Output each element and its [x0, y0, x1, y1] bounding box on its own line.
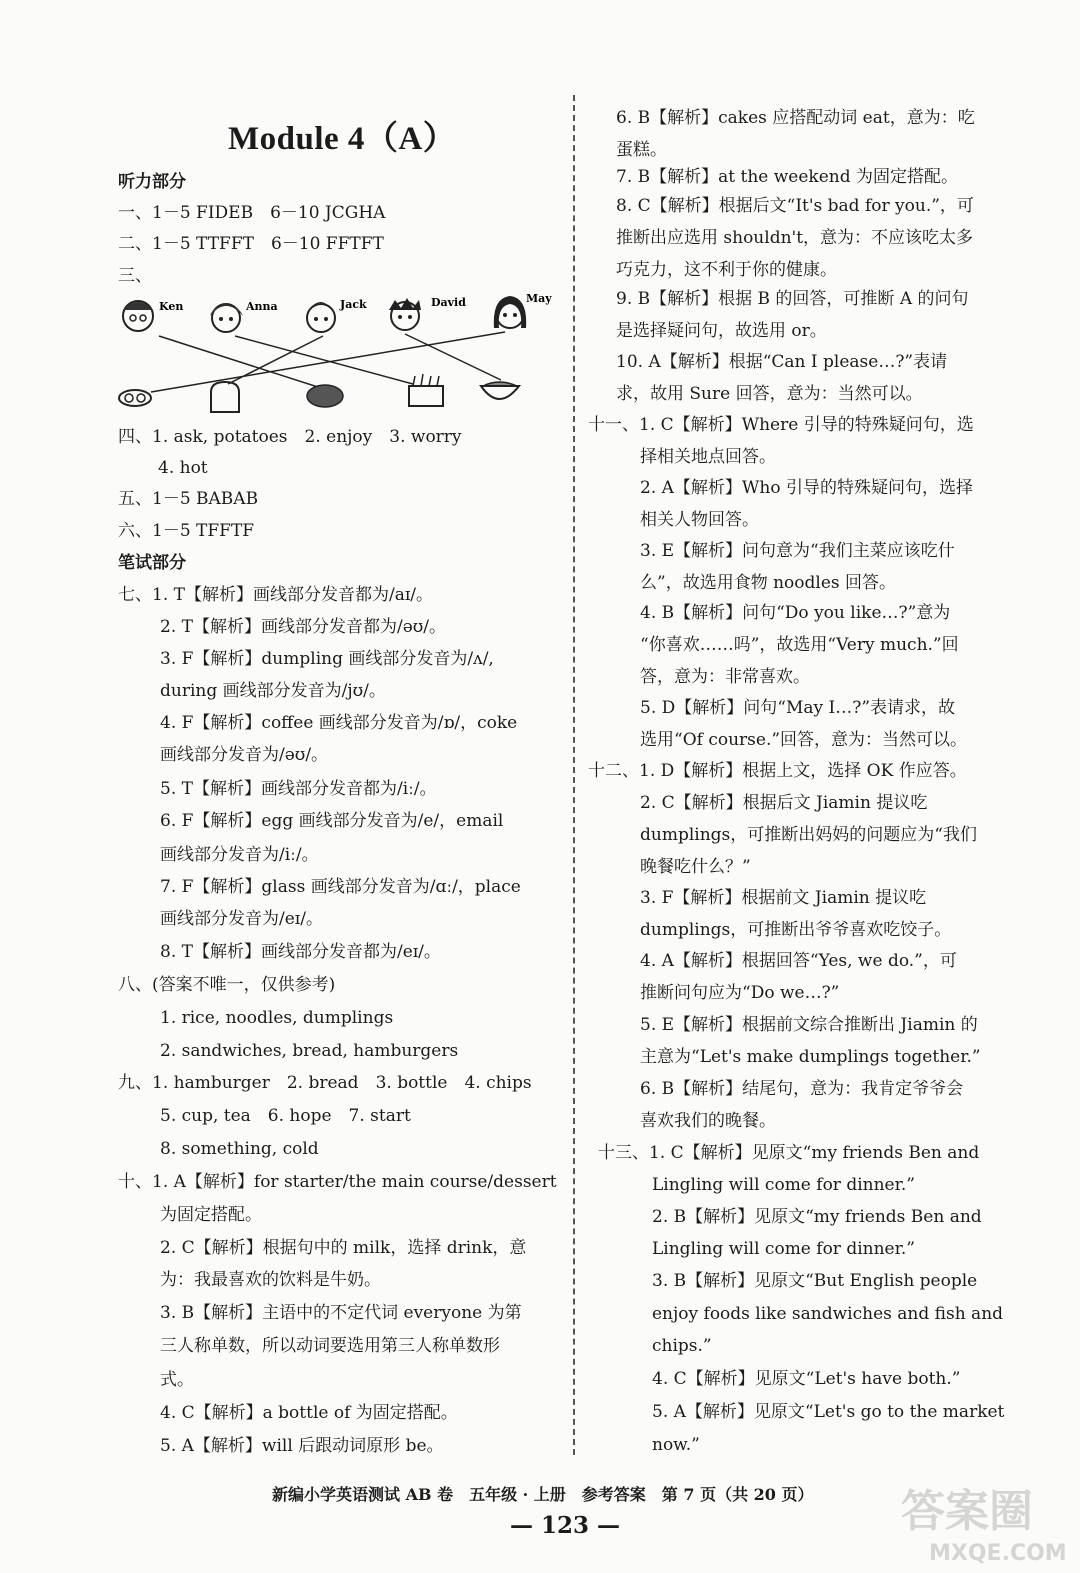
answer-line: 3. F【解析】根据前文 Jiamin 提议吃 — [640, 888, 927, 908]
name-label: Anna — [246, 300, 278, 313]
answer-line: 十三、1. C【解析】见原文“my friends Ben and — [598, 1143, 980, 1163]
answer-line: 三、 — [118, 266, 152, 286]
answer-line: 选用“Of course.”回答，意为：当然可以。 — [640, 730, 968, 750]
answer-line: 推断出应选用 shouldn't，意为：不应该吃太多 — [616, 228, 974, 248]
column-divider — [573, 95, 575, 1455]
page-number: — 123 — — [510, 1512, 621, 1539]
answer-line: 3. B【解析】见原文“But English people — [652, 1271, 978, 1291]
answer-line: 4. F【解析】coffee 画线部分发音为/ɒ/，coke — [160, 713, 518, 733]
name-label: May — [526, 292, 552, 305]
answer-line: 5. A【解析】will 后跟动词原形 be。 — [160, 1436, 444, 1456]
answer-line: 一、1－5 FIDEB 6－10 JCGHA — [118, 203, 386, 223]
answer-line: 5. D【解析】问句“May I…?”表请求，故 — [640, 698, 956, 718]
answer-line: chips.” — [652, 1336, 712, 1356]
answer-line: 巧克力，这不利于你的健康。 — [616, 260, 837, 280]
answer-line: 9. B【解析】根据 B 的回答，可推断 A 的问句 — [616, 289, 969, 309]
answer-line: 相关人物回答。 — [640, 510, 759, 530]
answer-line: 2. C【解析】根据后文 Jiamin 提议吃 — [640, 793, 928, 813]
answer-line: 5. cup, tea 6. hope 7. start — [160, 1106, 411, 1126]
answer-line: 晚餐吃什么？” — [640, 857, 751, 877]
answer-line: 7. F【解析】glass 画线部分发音为/ɑː/，place — [160, 877, 521, 897]
potato-icon — [307, 385, 343, 407]
answer-line: 6. B【解析】结尾句，意为：我肯定爷爷会 — [640, 1079, 964, 1099]
answer-line: 3. F【解析】dumpling 画线部分发音为/ʌ/, — [160, 649, 494, 669]
answer-line: 十二、1. D【解析】根据上文，选择 OK 作应答。 — [588, 761, 967, 781]
answer-line: 十、1. A【解析】for starter/the main course/dessert — [118, 1172, 557, 1192]
answer-line: 主意为“Let's make dumplings together.” — [640, 1047, 981, 1067]
answer-line: 4. C【解析】a bottle of 为固定搭配。 — [160, 1403, 458, 1423]
answer-line: 7. B【解析】at the weekend 为固定搭配。 — [616, 167, 959, 187]
answer-line: 听力部分 — [118, 172, 186, 192]
answer-line: 四、1. ask, potatoes 2. enjoy 3. worry — [118, 427, 462, 447]
anna-face-icon — [210, 304, 243, 332]
answer-line: 8. C【解析】根据后文“It's bad for you.”，可 — [616, 196, 974, 216]
answer-line: 画线部分发音为/əʊ/。 — [160, 745, 329, 765]
answer-line: 5. T【解析】画线部分发音都为/iː/。 — [160, 779, 437, 799]
answer-line: 5. E【解析】根据前文综合推断出 Jiamin 的 — [640, 1015, 978, 1035]
name-label: Ken — [159, 300, 184, 313]
answer-line: 三人称单数，所以动词要选用第三人称单数形 — [160, 1336, 500, 1356]
answer-line: 2. A【解析】Who 引导的特殊疑问句，选择 — [640, 478, 973, 498]
answer-line: 6. F【解析】egg 画线部分发音为/e/，email — [160, 811, 504, 831]
ken-face-icon — [123, 301, 153, 331]
answer-line: Lingling will come for dinner.” — [652, 1239, 915, 1259]
answer-line: during 画线部分发音为/jʊ/。 — [160, 681, 386, 701]
answer-line: 么”，故选用食物 noodles 回答。 — [640, 573, 897, 593]
answer-line: 8. T【解析】画线部分发音都为/eɪ/。 — [160, 942, 441, 962]
answer-line: 3. E【解析】问句意为“我们主菜应该吃什 — [640, 541, 955, 561]
answer-line: 答，意为：非常喜欢。 — [640, 667, 810, 687]
watermark-logo — [893, 1478, 1073, 1568]
answer-line: 二、1－5 TTFFT 6－10 FFTFT — [118, 234, 384, 254]
answer-line: 为固定搭配。 — [160, 1205, 262, 1225]
answer-line: 4. A【解析】根据回答“Yes, we do.”，可 — [640, 951, 957, 971]
answer-line: 笔试部分 — [118, 553, 186, 573]
david-face-icon — [389, 298, 421, 330]
noodles-icon — [119, 390, 151, 406]
answer-line: 推断问句应为“Do we…?” — [640, 983, 840, 1003]
watermark-url: MXQE.COM — [929, 1541, 1067, 1566]
answer-line: 为：我最喜欢的饮料是牛奶。 — [160, 1270, 381, 1290]
name-label: Jack — [340, 298, 367, 311]
answer-line: enjoy foods like sandwiches and fish and — [652, 1304, 1004, 1324]
page-title: Module 4（A） — [228, 121, 457, 157]
answer-line: 8. something, cold — [160, 1139, 319, 1159]
answer-line: 2. B【解析】见原文“my friends Ben and — [652, 1207, 982, 1227]
matching-exercise — [113, 288, 563, 414]
answer-line: 4. B【解析】问句“Do you like…?”意为 — [640, 603, 951, 623]
may-face-icon — [494, 296, 526, 328]
answer-line: 1. rice, noodles, dumplings — [160, 1008, 394, 1028]
answer-line: Lingling will come for dinner.” — [652, 1175, 915, 1195]
answer-line: 4. C【解析】见原文“Let's have both.” — [652, 1369, 961, 1389]
answer-line: 五、1－5 BABAB — [118, 489, 259, 509]
answer-line: 七、1. T【解析】画线部分发音都为/aɪ/。 — [118, 585, 433, 605]
jack-face-icon — [306, 302, 336, 332]
name-label: David — [431, 296, 466, 309]
answer-line: 喜欢我们的晚餐。 — [640, 1111, 776, 1131]
answer-line: 画线部分发音为/eɪ/。 — [160, 909, 323, 929]
answer-line: “你喜欢……吗”，故选用“Very much.”回 — [640, 635, 959, 655]
page-footer: 新编小学英语测试 AB 卷 五年级 · 上册 参考答案 第 7 页（共 20 页） — [272, 1485, 814, 1504]
answer-line: 2. C【解析】根据句中的 milk，选择 drink，意 — [160, 1238, 527, 1258]
answer-line: 6. B【解析】cakes 应搭配动词 eat，意为：吃 — [616, 108, 975, 128]
answer-line: 2. T【解析】画线部分发音都为/əʊ/。 — [160, 617, 447, 637]
answer-line: 十一、1. C【解析】Where 引导的特殊疑问句，选 — [588, 415, 974, 435]
answer-line: 3. B【解析】主语中的不定代词 everyone 为第 — [160, 1303, 522, 1323]
answer-line: 八、(答案不唯一，仅供参考) — [118, 975, 336, 995]
answer-line: 画线部分发音为/iː/。 — [160, 845, 319, 865]
answer-line: 式。 — [160, 1370, 194, 1390]
answer-line: 求，故用 Sure 回答，意为：当然可以。 — [616, 384, 923, 404]
answer-line: 是选择疑问句，故选用 or。 — [616, 321, 827, 341]
answer-line: 六、1－5 TFFTF — [118, 521, 255, 541]
cake-icon — [409, 374, 443, 406]
answer-line: dumplings，可推断出爷爷喜欢吃饺子。 — [640, 920, 952, 940]
answer-line: 蛋糕。 — [616, 140, 667, 160]
watermark-text: 答案圈 — [901, 1486, 1033, 1537]
answer-line: 择相关地点回答。 — [640, 447, 776, 467]
rice-bowl-icon — [481, 382, 519, 399]
answer-line: 5. A【解析】见原文“Let's go to the market — [652, 1402, 1005, 1422]
answer-line: now.” — [652, 1435, 700, 1455]
answer-line: 九、1. hamburger 2. bread 3. bottle 4. chips — [118, 1073, 532, 1093]
answer-line: 10. A【解析】根据“Can I please…?”表请 — [616, 352, 948, 372]
answer-line: dumplings，可推断出妈妈的问题应为“我们 — [640, 825, 977, 845]
answer-line: 4. hot — [158, 458, 208, 478]
answer-line: 2. sandwiches, bread, hamburgers — [160, 1041, 459, 1061]
bread-icon — [211, 382, 239, 412]
